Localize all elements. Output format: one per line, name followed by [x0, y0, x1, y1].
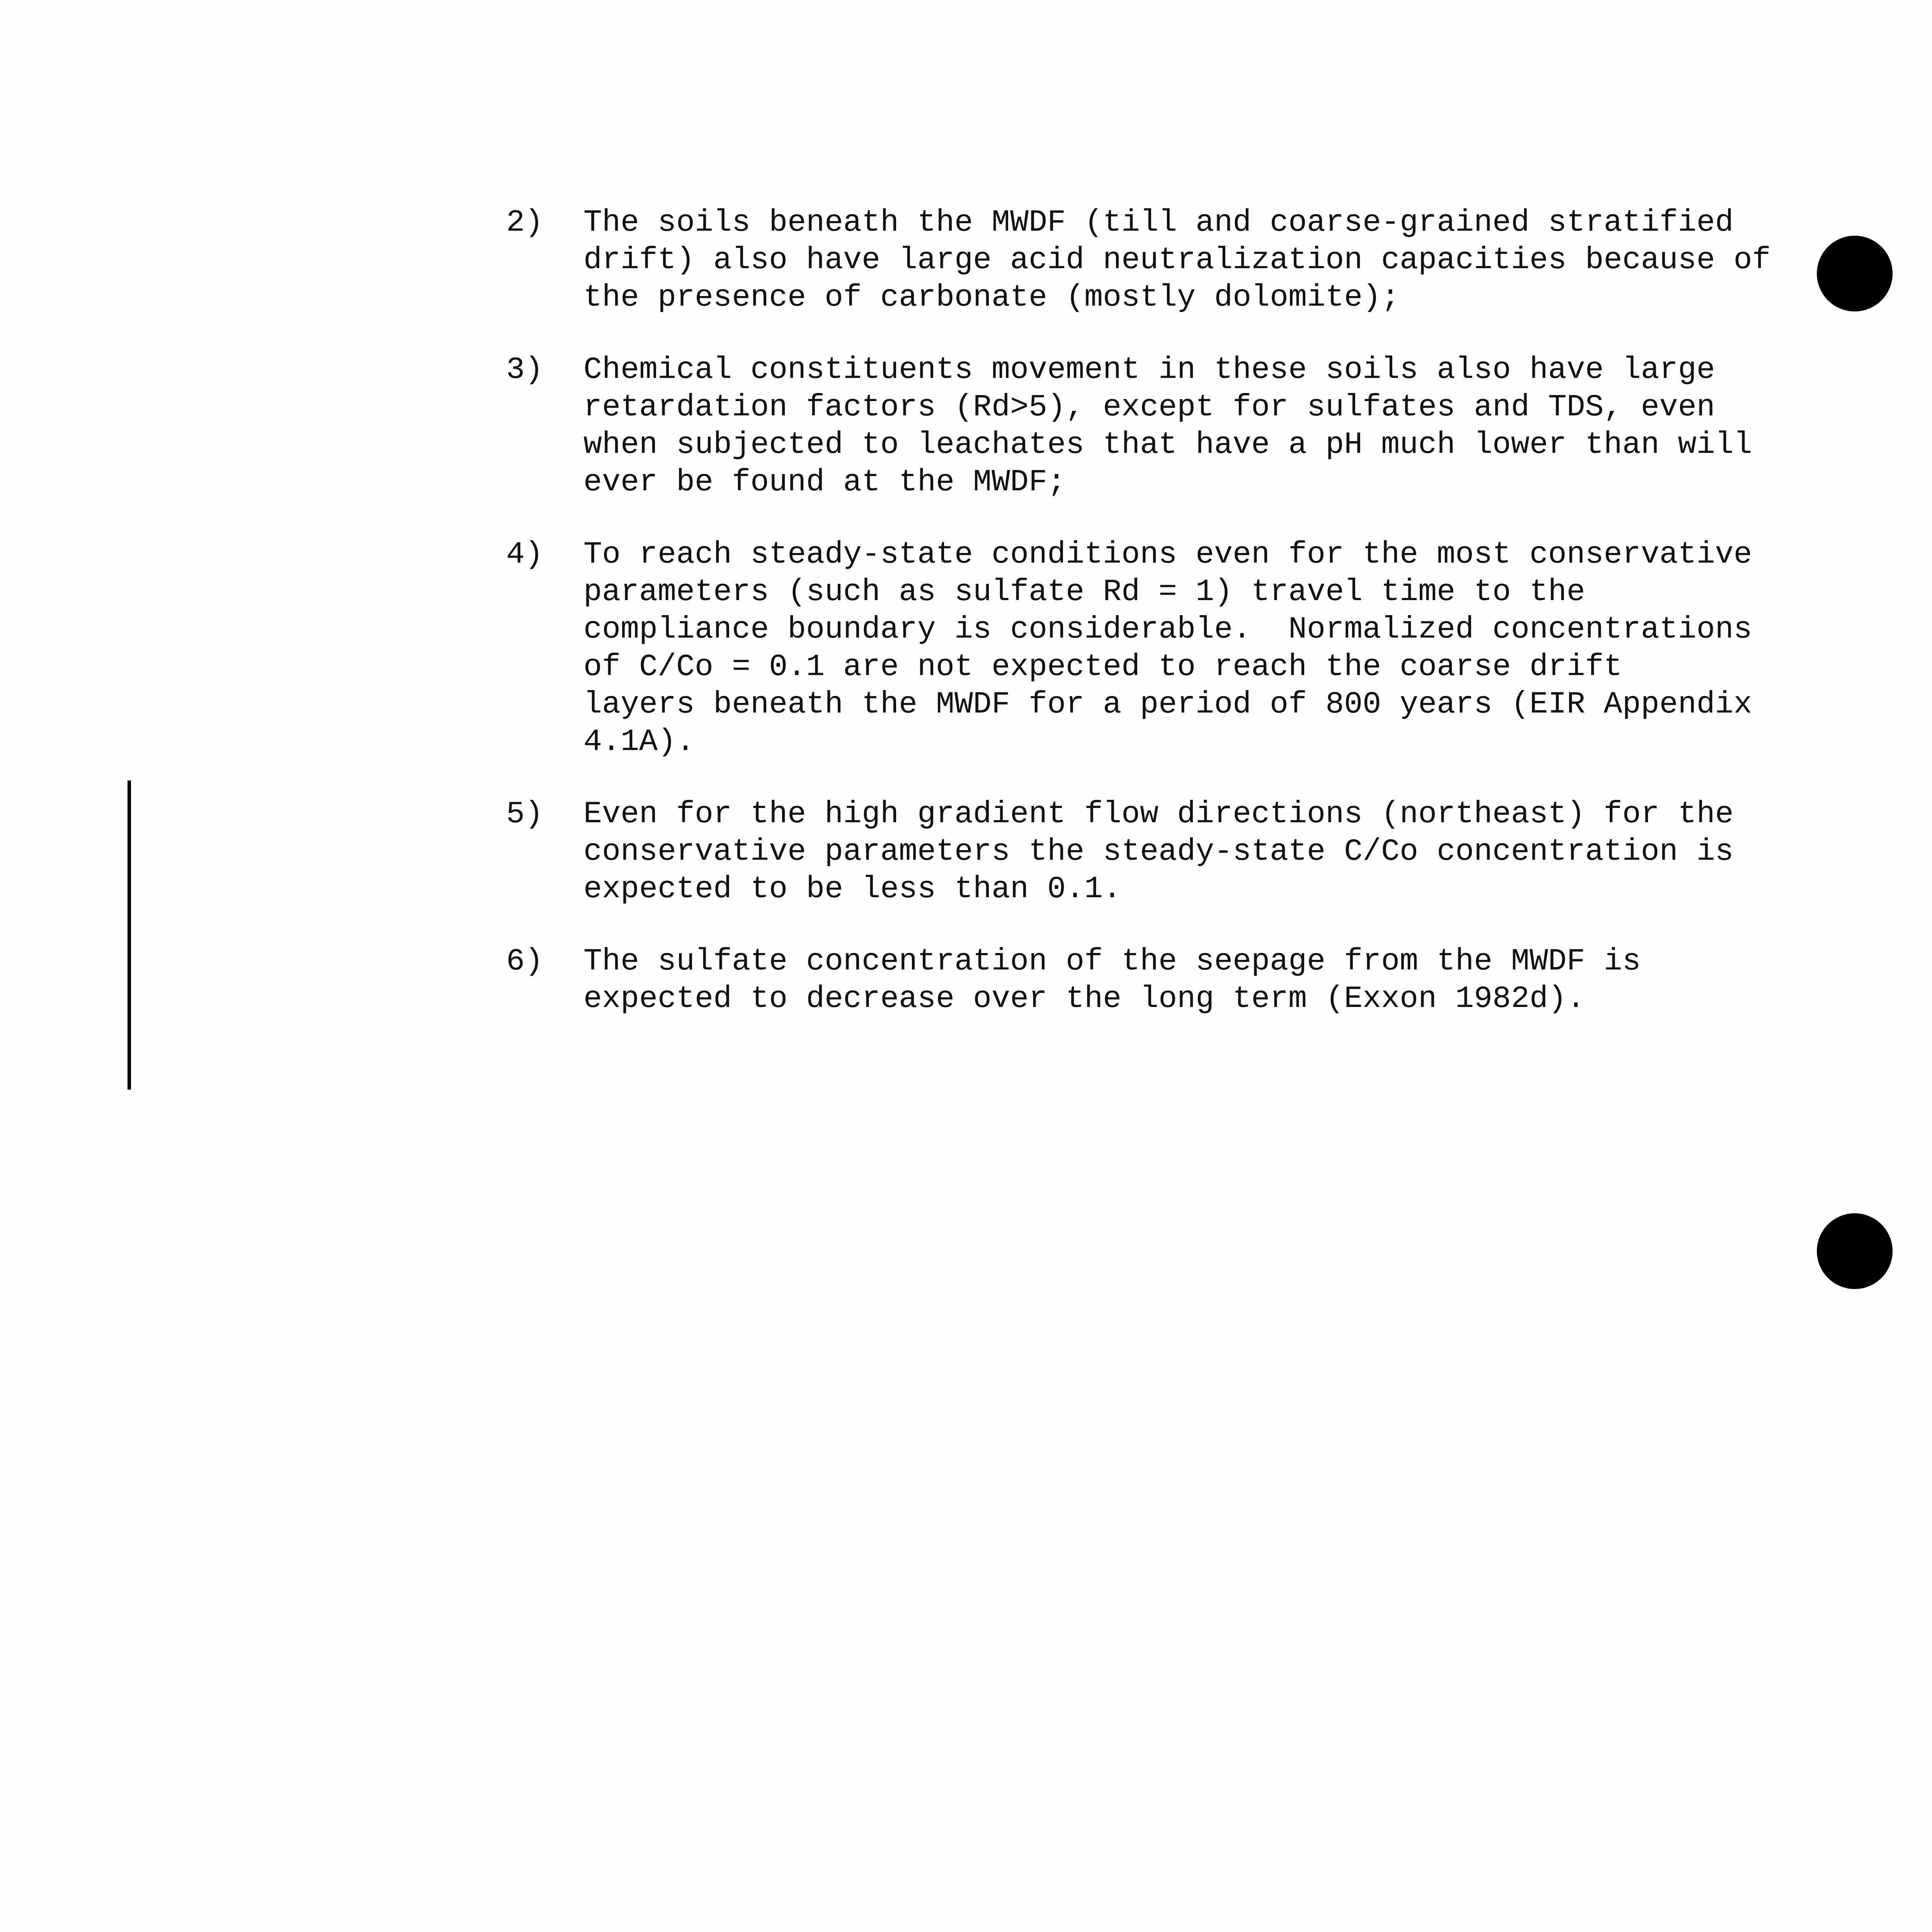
text-line: of C/Co = 0.1 are not expected to reach the coarse drift	[583, 650, 1622, 685]
text-line: compliance boundary is considerable. Normalized concentrations	[583, 612, 1752, 647]
item-text	[583, 943, 1812, 1018]
text-line: layers beneath the MWDF for a period of 800 years (EIR Appendix	[583, 687, 1752, 722]
text-line: parameters (such as sulfate Rd = 1) travel time to the	[583, 575, 1585, 610]
item-number: 5)	[506, 797, 544, 832]
list-item	[506, 536, 1812, 761]
text-line: drift) also have large acid neutralization capacities because of	[583, 243, 1771, 278]
item-number: 4)	[506, 537, 544, 572]
item-number: 6)	[506, 944, 544, 979]
text-line: conservative parameters the steady-state C/Co concentration is	[583, 834, 1734, 869]
item-text	[583, 351, 1812, 501]
text-line: The soils beneath the MWDF (till and coarse-grained stratified	[583, 205, 1734, 240]
punch-hole-top	[1817, 236, 1893, 311]
text-line: expected to be less than 0.1.	[583, 872, 1122, 907]
text-line: the presence of carbonate (mostly dolomite);	[583, 280, 1400, 315]
item-text	[583, 536, 1812, 761]
margin-change-bar	[128, 781, 131, 1090]
item-number: 3)	[506, 352, 544, 388]
item-number: 2)	[506, 205, 544, 240]
text-line: To reach steady-state conditions even for the most conservative	[583, 537, 1752, 572]
text-line: expected to decrease over the long term (Exxon 1982d).	[583, 981, 1585, 1017]
numbered-list	[506, 204, 1812, 1053]
list-item	[506, 204, 1812, 316]
text-line: Even for the high gradient flow directions (northeast) for the	[583, 797, 1734, 832]
punch-hole-middle	[1817, 1213, 1893, 1289]
text-line: when subjected to leachates that have a pH much lower than will	[583, 427, 1752, 463]
text-line: 4.1A).	[583, 724, 695, 760]
text-line: The sulfate concentration of the seepage from the MWDF is	[583, 944, 1641, 979]
text-line: Chemical constituents movement in these soils also have large	[583, 352, 1715, 388]
list-item	[506, 351, 1812, 501]
item-text	[583, 796, 1812, 908]
list-item	[506, 943, 1812, 1018]
text-line: retardation factors (Rd>5), except for sulfates and TDS, even	[583, 390, 1715, 425]
list-item	[506, 796, 1812, 908]
text-line: ever be found at the MWDF;	[583, 465, 1066, 500]
item-text	[583, 204, 1812, 316]
